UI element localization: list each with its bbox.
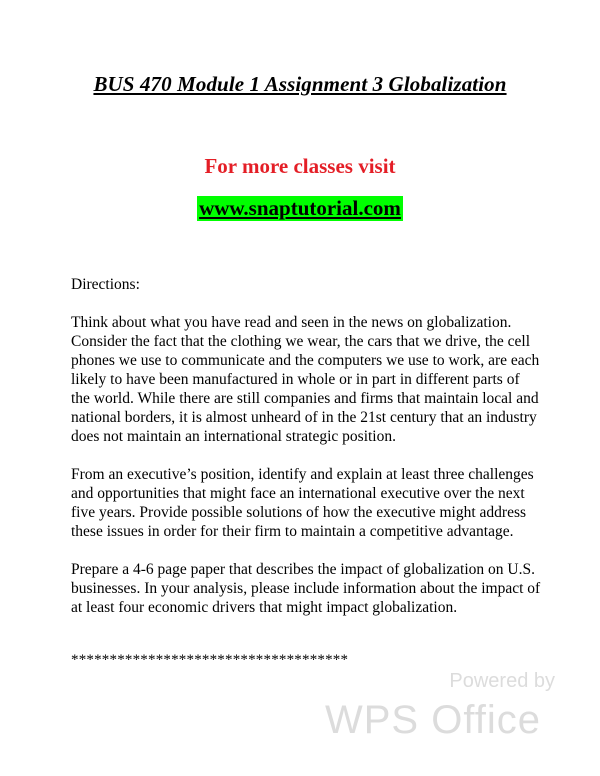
website-link[interactable]: www.snaptutorial.com: [199, 196, 401, 220]
paragraph-context: Think about what you have read and seen in the news on globalization. Consider the fact that the clothing we wear, the cars that we drive, the cell phones we use to communicate and the computers we use to work, are each likely to have been manufactured in whole or in part in different parts of the world. While there are still companies and firms that maintain local and national borders, it is almost unheard of in the 21st century that an industry does not maintain an international strategic position.: [71, 314, 540, 445]
promo-text: For more classes visit: [204, 154, 396, 178]
directions-label: Directions:: [71, 276, 140, 293]
website-link-container: [0, 196, 600, 221]
document-body: [71, 275, 541, 636]
document-title: BUS 470 Module 1 Assignment 3 Globalization: [93, 72, 507, 96]
wps-watermark: [325, 670, 555, 750]
watermark-brand-text: WPS Office: [325, 698, 541, 742]
separator-line: ************************************: [71, 652, 349, 668]
paragraph-task: From an executive’s position, identify and explain at least three challenges and opportunities that might face an international executive over the next five years. Provide possible solutions of how the executive might address these issues in order for their firm to maintain a competitive advantage.: [71, 466, 534, 540]
watermark-powered-text: Powered by: [449, 670, 555, 692]
paragraph-requirements: Prepare a 4-6 page paper that describes the impact of globalization on U.S. businesses. In your analysis, please include information about the impact of at least four economic drivers that might impact globalization.: [71, 561, 541, 616]
